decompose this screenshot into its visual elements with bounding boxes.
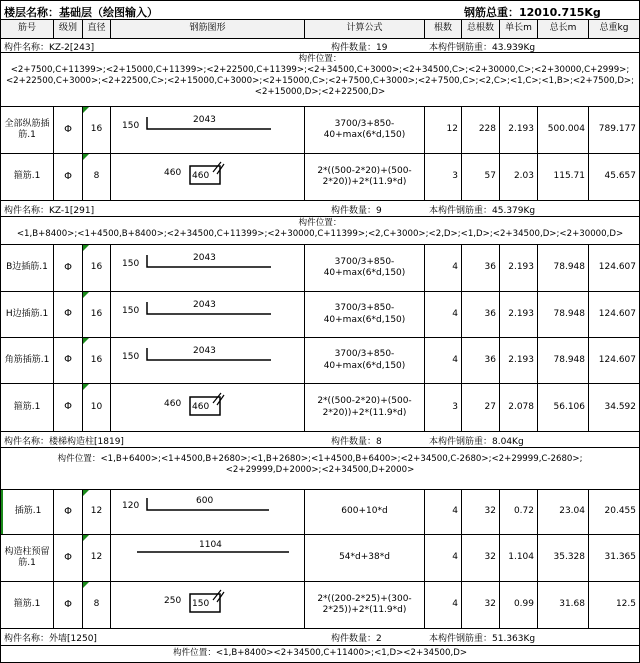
bar-shape <box>111 582 305 628</box>
member-position-row <box>1 646 639 662</box>
shape-length: 150 <box>192 599 210 609</box>
bar-total-length: 78.948 <box>538 338 589 383</box>
bar-total-weight: 12.5 <box>615 599 636 610</box>
bar-formula: 3700/3+850-40+max(6*d,150) <box>305 338 425 383</box>
bar-count: 3 <box>425 384 462 431</box>
bar-shape <box>111 107 305 153</box>
bar-unit-length: 0.72 <box>500 490 538 534</box>
col-total-weight: 总重kg <box>599 23 629 34</box>
bar-total-length: 500.004 <box>538 107 589 153</box>
shape-length: 460 <box>192 402 210 412</box>
bar-formula: 3700/3+850-40+max(6*d,150) <box>305 107 425 153</box>
bar-unit-length: 2.193 <box>500 245 538 291</box>
position-list: <1,B+8400><2+34500,C+11400>;<1,D><2+34500,D> <box>215 648 468 658</box>
col-grade: 级别 <box>54 20 83 38</box>
straight-bar-icon <box>111 107 305 153</box>
shape-length: 2043 <box>193 253 216 263</box>
member-info-row <box>1 39 639 53</box>
shape-length: 2043 <box>193 300 216 310</box>
rebar-row <box>1 535 639 582</box>
shape-side-length: 460 <box>164 399 182 409</box>
bar-diameter: 12 <box>83 490 111 534</box>
rebar-row <box>1 384 639 432</box>
shape-length: 2043 <box>193 346 216 356</box>
bar-formula: 2*((500-2*20)+(500-2*20))+2*(11.9*d) <box>305 154 425 200</box>
member-name: 构件名称：KZ-1[291] <box>4 206 95 216</box>
bar-formula: 3700/3+850-40+max(6*d,150) <box>305 292 425 337</box>
bar-shape <box>111 338 305 383</box>
bar-diameter: 16 <box>83 245 111 291</box>
position-title: 构件位置： <box>172 648 216 658</box>
bar-total-length: 31.68 <box>538 582 589 628</box>
bar-total-length: 78.948 <box>538 245 589 291</box>
bar-total-count: 32 <box>462 490 500 534</box>
bar-name: 箍筋.1 <box>1 582 54 628</box>
bar-total-count: 57 <box>462 154 500 200</box>
col-shape: 钢筋图形 <box>111 20 305 38</box>
bar-formula: 54*d+38*d <box>305 535 425 581</box>
bar-grade: Φ <box>54 107 83 153</box>
report-header <box>1 1 639 20</box>
shape-hook-length: 150 <box>122 259 140 269</box>
bar-total-count: 27 <box>462 384 500 431</box>
bar-name: 全部纵筋插筋.1 <box>1 107 54 153</box>
bar-count: 4 <box>425 490 462 534</box>
bar-count: 4 <box>425 292 462 337</box>
rebar-row <box>1 292 639 338</box>
member-position-row <box>1 53 639 107</box>
rebar-row <box>1 245 639 292</box>
col-total-count: 总根数 <box>462 20 500 38</box>
bar-grade: Φ <box>54 338 83 383</box>
col-diameter: 直径 <box>83 20 111 38</box>
bar-count: 3 <box>425 154 462 200</box>
bar-shape <box>111 245 305 291</box>
bar-count: 4 <box>425 535 462 581</box>
member-info-row <box>1 629 639 646</box>
col-formula: 计算公式 <box>305 20 425 38</box>
bar-diameter: 12 <box>83 535 111 581</box>
bar-unit-length: 1.104 <box>500 535 538 581</box>
bar-name: B边插筋.1 <box>1 245 54 291</box>
shape-hook-length: 150 <box>122 121 140 131</box>
bar-grade: Φ <box>54 292 83 337</box>
bar-name: 箍筋.1 <box>1 384 54 431</box>
bar-unit-length: 0.99 <box>500 582 538 628</box>
position-list: <2+7500,C+11399>;<2+15000,C+11399>;<2+22500,C+11399>;<2+34500,C+3000>;<2+34500,C>;<2+30000,C>;<2+30000,C+2999>;<2+22500,C+3000>;<2+22500,C>;<2+15000,C+3000>;<2+15000,C>;<2+7500,C+3000>;<2+7500,C>;<2,C>;<1,C>;<1,B>;<2+7500,D>;<2+15000,D>;<2+22500,D> <box>5 65 635 97</box>
bar-total-length: 35.328 <box>538 535 589 581</box>
shape-length: 460 <box>192 171 210 181</box>
bar-name: 箍筋.1 <box>1 154 54 200</box>
bar-diameter: 8 <box>83 154 111 200</box>
straight-bar-icon <box>111 245 305 291</box>
rebar-row <box>1 490 639 535</box>
bar-diameter: 10 <box>83 384 111 431</box>
bar-total-count: 36 <box>462 292 500 337</box>
bar-total-count: 32 <box>462 535 500 581</box>
member-name: 构件名称：外墙[1250] <box>4 634 97 644</box>
member-count: 构件数量：9 <box>331 206 382 216</box>
bar-total-weight: 45.657 <box>604 171 636 182</box>
bar-total-weight: 34.592 <box>604 401 636 412</box>
bar-total-length: 23.04 <box>538 490 589 534</box>
shape-hook-length: 120 <box>122 501 140 511</box>
bar-grade: Φ <box>54 384 83 431</box>
shape-length: 2043 <box>193 115 216 125</box>
member-weight: 本构件钢筋重：8.04Kg <box>429 437 524 447</box>
bar-total-length: 78.948 <box>538 292 589 337</box>
col-bar-no: 筋号 <box>1 20 54 38</box>
col-count: 根数 <box>425 20 462 38</box>
member-info-row <box>1 201 639 217</box>
bar-total-weight: 31.365 <box>604 552 636 563</box>
member-count: 构件数量：19 <box>331 43 388 53</box>
bar-total-weight: 124.607 <box>598 354 636 365</box>
member-weight: 本构件钢筋重：45.379Kg <box>429 206 536 216</box>
member-info-row <box>1 432 639 448</box>
straight-bar-icon <box>111 338 305 383</box>
bar-unit-length: 2.193 <box>500 292 538 337</box>
shape-length: 600 <box>196 496 214 506</box>
bar-formula: 600+10*d <box>305 490 425 534</box>
position-list: <1,B+6400>;<1+4500,B+2680>;<1,B+2680>;<1+4500,B+6400>;<2+34500,C-2680>;<2+29999,C-2680>;<2+29999,D+2000>;<2+34500,D+2000> <box>100 454 583 475</box>
position-title: 构件位置： <box>298 218 342 228</box>
straight-bar-icon <box>111 535 305 581</box>
bar-name: 角筋插筋.1 <box>1 338 54 383</box>
shape-length: 1104 <box>199 540 222 550</box>
bar-grade: Φ <box>54 245 83 291</box>
bar-name: 构造柱预留筋.1 <box>1 535 54 581</box>
bar-grade: Φ <box>54 490 83 534</box>
bar-total-count: 228 <box>462 107 500 153</box>
bar-total-weight: 124.607 <box>598 262 636 273</box>
bar-name: 插筋.1 <box>1 490 54 534</box>
bar-diameter: 8 <box>83 582 111 628</box>
member-name: 构件名称：KZ-2[243] <box>4 43 95 53</box>
bar-formula: 3700/3+850-40+max(6*d,150) <box>305 245 425 291</box>
bar-name: H边插筋.1 <box>1 292 54 337</box>
rebar-row <box>1 338 639 384</box>
bar-count: 4 <box>425 245 462 291</box>
member-weight: 本构件钢筋重：43.939Kg <box>429 43 536 53</box>
rebar-row <box>1 582 639 629</box>
bar-shape <box>111 490 305 534</box>
straight-bar-icon <box>111 490 305 534</box>
bar-unit-length: 2.078 <box>500 384 538 431</box>
member-position-row <box>1 217 639 245</box>
bar-total-count: 32 <box>462 582 500 628</box>
bar-diameter: 16 <box>83 107 111 153</box>
member-position-row <box>1 448 639 490</box>
position-list: <1,B+8400>;<1+4500,B+8400>;<2+34500,C+11399>;<2+30000,C+11399>;<2,C+3000>;<2,D>;<1,D>;<2+34500,D>;<2+30000,D> <box>16 229 624 239</box>
bar-grade: Φ <box>54 582 83 628</box>
member-count: 构件数量：8 <box>331 437 382 447</box>
column-header-row <box>1 20 639 39</box>
bar-total-length: 115.71 <box>538 154 589 200</box>
bar-count: 4 <box>425 338 462 383</box>
member-count: 构件数量：2 <box>331 634 382 644</box>
bar-shape <box>111 154 305 200</box>
bar-total-count: 36 <box>462 245 500 291</box>
member-name: 构件名称：楼梯构造柱[1819] <box>4 437 124 447</box>
bar-total-weight: 20.455 <box>604 506 636 517</box>
bar-diameter: 16 <box>83 292 111 337</box>
bar-shape <box>111 384 305 431</box>
col-total-length: 总长m <box>538 20 589 38</box>
position-title: 构件位置： <box>57 454 101 464</box>
position-title: 构件位置： <box>298 54 342 64</box>
bar-count: 12 <box>425 107 462 153</box>
rebar-row <box>1 154 639 201</box>
shape-side-length: 460 <box>164 168 182 178</box>
bar-total-weight: 789.177 <box>598 124 636 135</box>
bar-unit-length: 2.193 <box>500 107 538 153</box>
bar-unit-length: 2.03 <box>500 154 538 200</box>
straight-bar-icon <box>111 292 305 337</box>
bar-total-weight: 124.607 <box>598 308 636 319</box>
bar-unit-length: 2.193 <box>500 338 538 383</box>
bar-shape <box>111 292 305 337</box>
bar-formula: 2*((500-2*20)+(500-2*20))+2*(11.9*d) <box>305 384 425 431</box>
bar-formula: 2*((200-2*25)+(300-2*25))+2*(11.9*d) <box>305 582 425 628</box>
col-unit-length: 单长m <box>500 20 538 38</box>
total-weight: 钢筋总重：12010.715Kg <box>464 6 601 19</box>
bar-total-length: 56.106 <box>538 384 589 431</box>
bar-count: 4 <box>425 582 462 628</box>
bar-total-count: 36 <box>462 338 500 383</box>
rebar-row <box>1 107 639 154</box>
bar-shape <box>111 535 305 581</box>
shape-hook-length: 150 <box>122 352 140 362</box>
member-weight: 本构件钢筋重：51.363Kg <box>429 634 536 644</box>
bar-grade: Φ <box>54 535 83 581</box>
bar-diameter: 16 <box>83 338 111 383</box>
shape-hook-length: 150 <box>122 306 140 316</box>
bar-grade: Φ <box>54 154 83 200</box>
floor-name: 楼层名称：基础层（绘图输入） <box>4 6 158 19</box>
shape-side-length: 250 <box>164 596 182 606</box>
